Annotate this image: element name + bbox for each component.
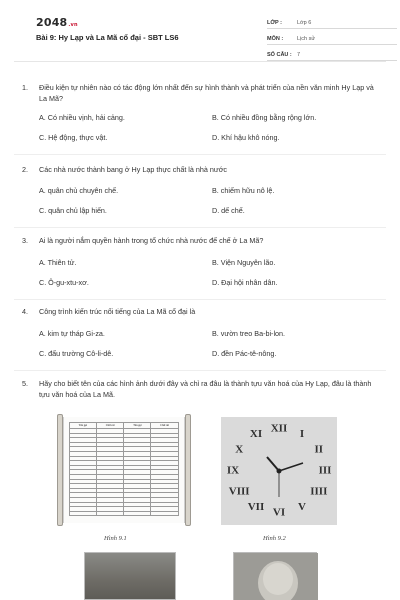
meta-label: SỐ CÂU : (267, 52, 292, 58)
table-header: Chữ cái (151, 423, 179, 429)
answer-options (22, 113, 380, 142)
meta-value: Lịch sử (297, 36, 316, 42)
clock-center (277, 469, 282, 474)
meta-value: 7 (297, 52, 301, 58)
question-number: 4. (22, 307, 28, 316)
table-header: Chữ cái (96, 423, 124, 429)
scroll-roll-left (57, 414, 63, 526)
meta-value: Lớp 6 (297, 20, 312, 26)
clock-numeral: II (314, 443, 324, 456)
clock-numeral: III (318, 464, 332, 477)
divider (14, 299, 386, 300)
question-5 (22, 378, 380, 400)
table-row (70, 511, 179, 516)
option-b[interactable]: B. Viện Nguyên lão. (212, 258, 276, 267)
statue-illustration (234, 553, 318, 600)
option-b[interactable]: B. chiếm hữu nô lệ. (212, 186, 275, 195)
alphabet-table (69, 422, 179, 516)
option-d[interactable]: D. Khí hậu khô nóng. (212, 133, 280, 142)
question-1 (22, 82, 380, 142)
question-3 (22, 235, 380, 287)
figure-9-2-caption: Hình 9.2 (263, 535, 286, 542)
site-logo[interactable] (36, 16, 78, 29)
clock-numeral: V (298, 500, 306, 513)
option-a[interactable]: A. quân chủ chuyên chế. (39, 186, 119, 195)
clock-numeral: IX (226, 464, 240, 477)
option-d[interactable]: D. đền Pác-tê-nông. (212, 349, 277, 358)
worksheet-header (14, 0, 386, 62)
clock-numeral: IIII (310, 485, 328, 498)
question-number: 5. (22, 379, 28, 388)
figure-9-3-stone-image (84, 552, 176, 600)
divider (14, 370, 386, 371)
clock-numeral: VIII (228, 485, 250, 498)
option-a[interactable]: A. kim tự tháp Gi-za. (39, 329, 105, 338)
meta-row-subject (267, 30, 397, 45)
meta-label: MÔN : (267, 36, 284, 42)
roman-clock (221, 417, 337, 525)
option-d[interactable]: D. dế chế. (212, 206, 245, 215)
figure-9-4-statue-image (233, 552, 317, 600)
clock-numeral: VII (247, 500, 265, 513)
meta-label: LỚP : (267, 20, 282, 26)
question-text: Công trình kiến trúc nổi tiếng của La Mã cổ đại là (39, 307, 196, 316)
question-text: Ai là người nắm quyền hành trong tổ chức nhà nước đế chế ở La Mã? (39, 236, 264, 245)
table-header: Tên gọi (70, 423, 97, 429)
worksheet-meta (267, 14, 397, 62)
option-b[interactable]: B. vườn treo Ba-bi-lon. (212, 329, 286, 338)
divider (14, 154, 386, 155)
divider (14, 227, 386, 228)
question-number: 3. (22, 236, 28, 245)
answer-options (22, 329, 380, 358)
option-b[interactable]: B. Có nhiều đồng bằng rộng lớn. (212, 113, 317, 122)
scroll-roll-right (185, 414, 191, 526)
option-c[interactable]: C. Hệ động, thực vật. (39, 133, 108, 142)
meta-row-grade (267, 14, 397, 29)
figure-9-1-caption: Hình 9.1 (104, 535, 127, 542)
page-title: Bài 9: Hy Lạp và La Mã cổ đại - SBT LS6 (36, 33, 179, 42)
clock-numeral: X (235, 443, 244, 456)
clock-numeral: VI (272, 506, 286, 519)
table-header: Tên gọi (124, 423, 151, 429)
clock-numeral: I (299, 428, 305, 441)
option-a[interactable]: A. Có nhiều vịnh, hải cảng. (39, 113, 125, 122)
question-number: 1. (22, 83, 28, 92)
option-c[interactable]: C. đấu trường Cô-li-dê. (39, 349, 114, 358)
logo-main: 2048 (36, 16, 68, 29)
figure-9-2-clock-image (221, 417, 337, 525)
option-a[interactable]: A. Thiên tử. (39, 258, 77, 267)
option-d[interactable]: D. Đại hội nhân dân. (212, 278, 278, 287)
option-c[interactable]: C. Ô-gu-xtu-xơ. (39, 278, 89, 287)
option-c[interactable]: C. quân chủ lập hiến. (39, 206, 107, 215)
question-4 (22, 306, 380, 358)
clock-numeral: XII (270, 422, 288, 435)
logo-suffix: .vn (68, 22, 78, 28)
answer-options (22, 186, 380, 215)
answer-options (22, 258, 380, 287)
clock-numeral: XI (249, 428, 263, 441)
question-text: Các nhà nước thành bang ở Hy Lạp thực chất là nhà nước (39, 165, 228, 174)
question-text: Điều kiện tự nhiên nào có tác động lớn nhất đến sự hình thành và phát triển của nền văn minh Hy Lạp và La Mã? (39, 83, 374, 103)
question-text: Hãy cho biết tên của các hình ảnh dưới đây và chỉ ra đâu là thành tựu văn hoá của Hy Lạp, đâu là thành tựu văn hoá của La Mã. (39, 379, 372, 399)
question-2 (22, 164, 380, 215)
question-number: 2. (22, 165, 28, 174)
figure-9-1-scroll-image (57, 414, 191, 526)
meta-row-count (267, 46, 397, 61)
